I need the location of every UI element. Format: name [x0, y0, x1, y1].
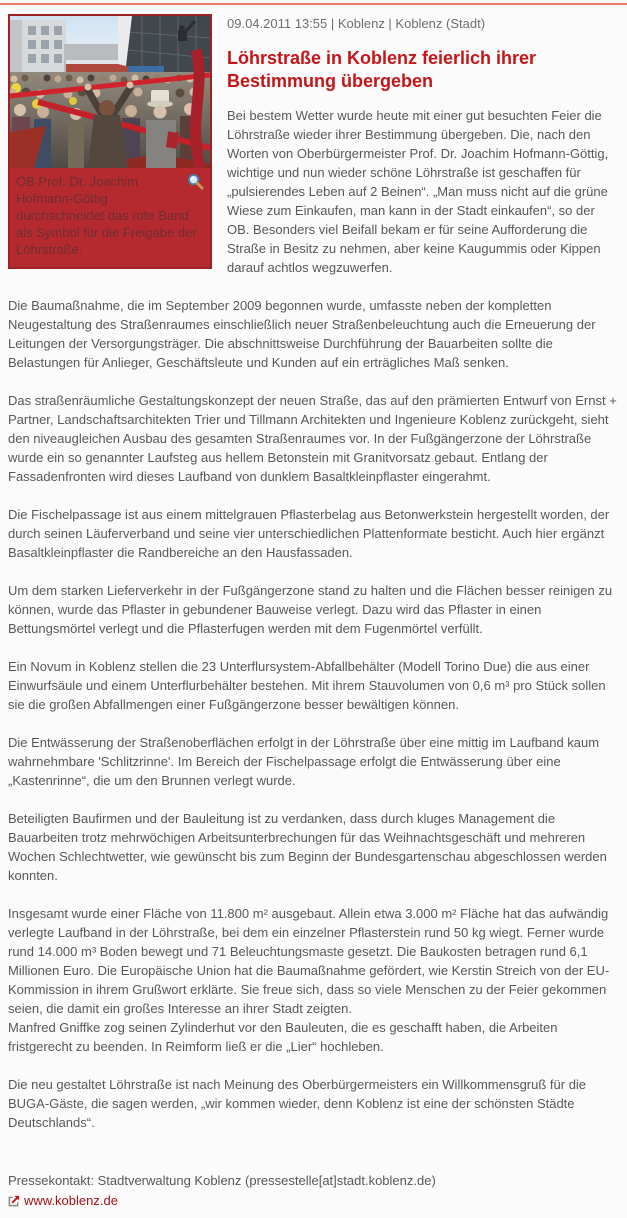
magnifier-icon[interactable]	[187, 173, 204, 194]
paragraph-waste-containers: Ein Novum in Koblenz stellen die 23 Unterflursystem-Abfallbehälter (Modell Torino Due) die aus einer Einwurfsäule und einem Unterflurbehälter bestehen. Mit ihrem Stauvolumen von 0,6 m³ pro Stück sollen sie die großen Abfallmengen einer Fußgängerzone besser bewältigen können.	[8, 659, 606, 712]
article-footer	[8, 1171, 619, 1218]
paragraph-drainage: Die Entwässerung der Straßenoberflächen erfolgt in der Löhrstraße über eine mittig im Laufband kaum wahrnehmbare 'Schlitzrinne'. Im Bereich der Fischelpassage erfolgt die Entwässerung über eine „Kastenrinne“, die um den Brunnen verlegt wurde.	[8, 735, 600, 788]
article-header	[8, 14, 619, 277]
external-link-icon	[8, 1195, 20, 1207]
paragraph-design-concept: Das straßenräumliche Gestaltungskonzept der neuen Straße, das auf den prämierten Entwurf von Ernst + Partner, Landschaftsarchitekten Trier und Tillmann Architekten und Ingenieure Koblenz zurückgeht, sieht den niveaugleichen Ausbau des gesamten Straßenraumes vor. In der Fußgängerzone der Löhrstraße wurde ein so genannter Laufsteg aus hellem Betonstein mit Granitvorsatz gebaut. Entlang der Fassadenfronten wird dieses Laufband von dunklem Basaltkleinpflaster eingerahmt.	[8, 393, 617, 484]
paragraph-construction: Die Baumaßnahme, die im September 2009 begonnen wurde, umfasste neben der kompletten Neugestaltung des Straßenraumes einschließlich neuer Straßenbeleuchtung auch die Erneuerung der Leitungen der Versorgungsträger. Die abschnittsweise Durchführung der Bauarbeiten sollte die Belastungen für Anlieger, Geschäftsleute und Kunden auf ein erträgliches Maß senken.	[8, 298, 596, 370]
photo-caption	[10, 168, 210, 267]
paragraph-gniffke: Manfred Gniffke zog seinen Zylinderhut vor den Bauleuten, die es geschafft haben, die Arbeiten fristgerecht zu beenden. In Reimform ließ er die „Lier“ hochleben.	[8, 1020, 558, 1054]
ribbon-cutting-photo-graphic	[10, 16, 210, 168]
article-photo-block[interactable]	[8, 14, 212, 269]
paragraph-figures: Insgesamt wurde einer Fläche von 11.800 m² ausgebaut. Allein etwa 3.000 m² Fläche hat das aufwändig verlegte Laufband in der Löhrstraße, bei dem ein einzelner Pflasterstein rund 50 kg wiegt. Ferner wurde rund 14.000 m³ Boden bewegt und 71 Beleuchtungsmaste gesetzt. Die Baukosten betragen rund 6,1 Millionen Euro. Die Europäische Union hat die Baumaßnahme gefördert, wie Kerstin Streich von der EU-Kommission in ihrem Grußwort erklärte. Sie freue sich, dass so viele Menschen zu der Feier gekommen seien, die damit ein großes Interesse an ihrer Stadt zeigten.	[8, 906, 610, 1016]
paragraph-paving: Um dem starken Lieferverkehr in der Fußgängerzone stand zu halten und die Flächen besser reinigen zu können, wurde das Pflaster in gebundener Bauweise verlegt. Dazu wird das Pflaster in einen Bettungsmörtel verlegt und die Pflasterfugen werden mit dem Fugenmörtel verfüllt.	[8, 583, 613, 636]
article-headline: Löhrstraße in Koblenz feierlich ihrer Bestimmung übergeben	[227, 48, 537, 91]
paragraph-fischelpassage: Die Fischelpassage ist aus einem mittelgrauen Pflasterbelag aus Betonwerkstein hergestellt worden, der durch seinen Läuferverband und seine vier unterschiedlichen Plattenformate besticht. Auch hier ergänzt Basaltkleinpflaster die Randbereiche an den Hausfassaden.	[8, 507, 610, 560]
photo-caption-text: OB Prof. Dr. Joachim Hofmann-Göttig durchschneidet das rote Band als Symbol für die Freigabe der Löhrstraße.	[16, 174, 197, 257]
intro-paragraph: Bei bestem Wetter wurde heute mit einer gut besuchten Feier die Löhrstraße wieder ihrer Bestimmung übergeben. Die, nach den Worten von Oberbürgermeister Prof. Dr. Joachim Hofmann-Göttig, wichtige und nun wieder schöne Löhrstraße ist geschaffen für „pulsierendes Leben auf 2 Beinen“. „Man muss nicht auf die grüne Wiese zum Einkaufen, man kann in der Stadt einkaufen“, so der OB. Besonders viel Beifall bekam er für seine Aufforderung die Straße in Besitz zu nehmen, aber keine Kaugummis oder Kippen darauf achtlos wegzuwerfen.	[227, 108, 609, 275]
article-photo[interactable]	[10, 16, 210, 168]
article-body	[8, 296, 619, 1132]
press-release-page	[0, 3, 627, 1218]
press-contact: Pressekontakt: Stadtverwaltung Koblenz (pressestelle[at]stadt.koblenz.de)	[8, 1173, 436, 1188]
koblenz-website-link[interactable]: www.koblenz.de	[24, 1193, 118, 1208]
top-divider	[0, 3, 627, 5]
paragraph-thanks: Beteiligten Baufirmen und der Bauleitung ist zu verdanken, dass durch kluges Management die Bauarbeiten trotz mehrwöchigen Arbeitsunterbrechungen für das Weihnachtsgeschäft und mehreren Wochen Schlechtwetter, wie gewünscht bis zum Beginn der Bundesgartenschau abgeschlossen werden konnten.	[8, 811, 607, 883]
paragraph-buga: Die neu gestaltet Löhrstraße ist nach Meinung des Oberbürgermeisters ein Willkommensgruß für die BUGA-Gäste, die sagen werden, „wir kommen wieder, denn Koblenz ist eine der schönsten Städte Deutschlands“.	[8, 1077, 587, 1130]
article-meta: 09.04.2011 13:55 | Koblenz | Koblenz (Stadt)	[227, 16, 486, 31]
